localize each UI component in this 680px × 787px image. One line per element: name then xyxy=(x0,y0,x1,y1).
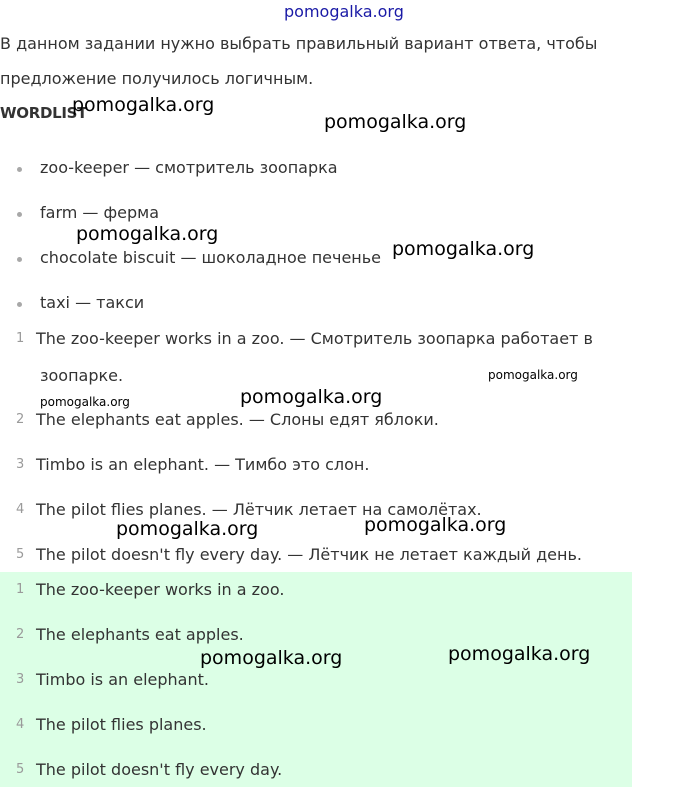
item-number: 3 xyxy=(16,672,25,687)
intro-text: В данном задании нужно выбрать правильный вариант ответа, чтобы предложение получилось логичным. xyxy=(0,34,598,88)
watermark: pomogalka.org xyxy=(324,111,467,133)
wordlist-item-text: zoo-keeper — смотритель зоопарка xyxy=(40,158,338,177)
translation-line: The pilot flies planes. — Лётчик летает на самолётах. xyxy=(36,500,482,519)
watermark: pomogalka.org xyxy=(72,94,215,116)
translation-line: Timbo is an elephant. — Тимбо это слон. xyxy=(36,455,370,474)
translation-line: The elephants eat apples. — Слоны едят яблоки. xyxy=(36,410,439,429)
translation-line-continued: зоопарке. xyxy=(40,366,124,385)
answer-line: The elephants eat apples. xyxy=(36,625,244,644)
watermark: pomogalka.org xyxy=(40,395,130,409)
watermark: pomogalka.org xyxy=(76,223,219,245)
item-number: 5 xyxy=(16,547,25,562)
item-number: 1 xyxy=(16,582,25,597)
answer-line: The pilot flies planes. xyxy=(36,715,207,734)
answer-line: The zoo-keeper works in a zoo. xyxy=(36,580,285,599)
bullet-icon xyxy=(17,257,22,262)
wordlist-heading: WORDLIST xyxy=(0,104,88,122)
watermark: pomogalka.org xyxy=(392,238,535,260)
watermark: pomogalka.org xyxy=(488,368,578,382)
watermark: pomogalka.org xyxy=(364,514,507,536)
answer-line: The pilot doesn't fly every day. xyxy=(36,760,283,779)
item-number: 5 xyxy=(16,762,25,777)
wordlist-item-text: chocolate biscuit — шоколадное печенье xyxy=(40,248,382,267)
item-number: 2 xyxy=(16,627,25,642)
watermark: pomogalka.org xyxy=(240,386,383,408)
watermark: pomogalka.org xyxy=(116,518,259,540)
item-number: 4 xyxy=(16,502,25,517)
item-number: 4 xyxy=(16,717,25,732)
answer-line: Timbo is an elephant. xyxy=(36,670,209,689)
translation-line: The zoo-keeper works in a zoo. — Смотритель зоопарка работает в xyxy=(36,329,593,348)
site-header-link[interactable]: pomogalka.org xyxy=(284,2,404,21)
item-number: 1 xyxy=(16,331,25,346)
watermark: pomogalka.org xyxy=(448,643,591,665)
item-number: 2 xyxy=(16,412,25,427)
wordlist-item-text: farm — ферма xyxy=(40,203,160,222)
bullet-icon xyxy=(17,212,22,217)
wordlist-item-text: taxi — такси xyxy=(40,293,145,312)
bullet-icon xyxy=(17,167,22,172)
translation-line: The pilot doesn't fly every day. — Лётчик не летает каждый день. xyxy=(36,545,582,564)
item-number: 3 xyxy=(16,457,25,472)
bullet-icon xyxy=(17,302,22,307)
watermark: pomogalka.org xyxy=(200,647,343,669)
